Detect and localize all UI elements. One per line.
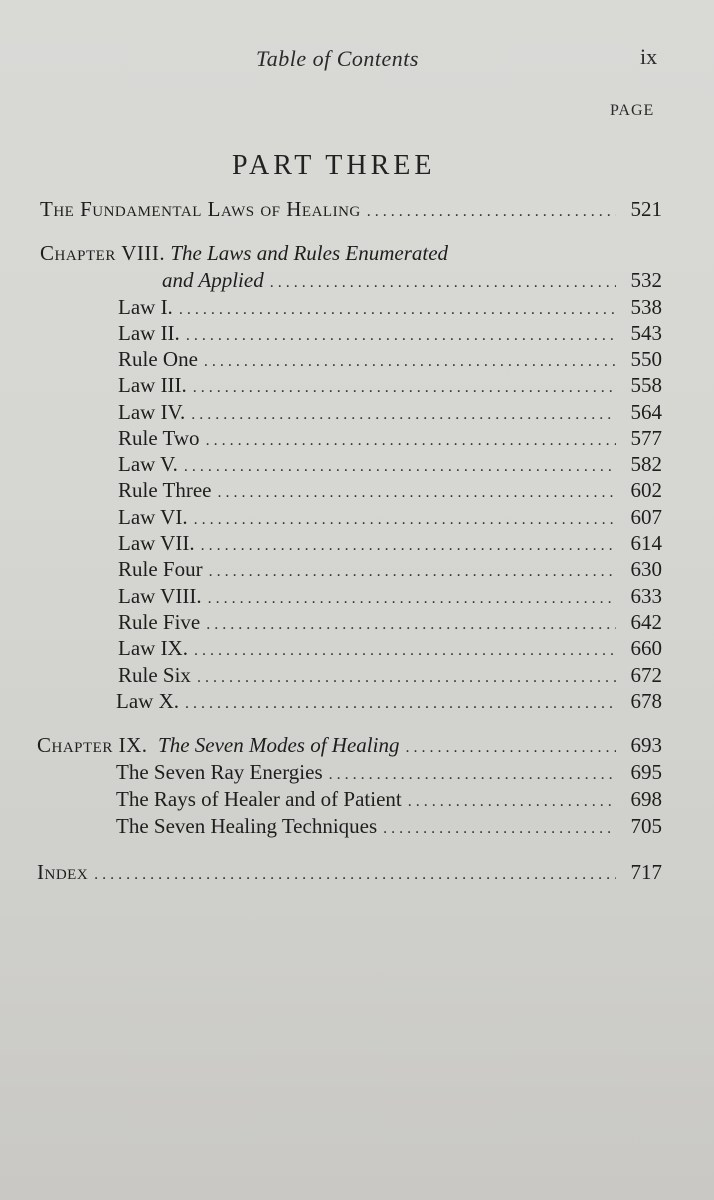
toc-entry-index (37, 860, 662, 885)
toc-page: 602 (630, 478, 662, 502)
dot-leader (184, 458, 616, 476)
chapter-title-cont: and Applied (162, 268, 264, 292)
toc-item (116, 814, 662, 839)
toc-page: 717 (630, 860, 662, 884)
chapter-title: The Seven Modes of Healing (158, 733, 400, 757)
dot-leader (405, 739, 616, 757)
dot-leader (270, 274, 616, 292)
chapter-8-heading (40, 241, 448, 266)
dot-leader (193, 379, 616, 397)
chapter-title: The Laws and Rules Enumerated (170, 241, 449, 265)
dot-leader (206, 616, 616, 634)
toc-label: Rule Four (118, 557, 203, 581)
toc-label (37, 733, 399, 758)
toc-page: 538 (630, 295, 662, 319)
page-number: ix (640, 44, 658, 69)
dot-leader (329, 766, 616, 784)
toc-label: Rule One (118, 347, 198, 371)
toc-label: The Seven Healing Techniques (116, 814, 378, 838)
dot-leader (367, 203, 616, 221)
toc-item (118, 610, 662, 635)
toc-label: Law VII. (118, 531, 195, 555)
toc-page: 633 (630, 584, 662, 608)
toc-label: Law III. (118, 373, 187, 397)
toc-item (118, 321, 662, 346)
toc-label: Law VI. (118, 505, 188, 529)
toc-label: Law II. (118, 321, 180, 345)
dot-leader (191, 406, 616, 424)
toc-page: 698 (630, 787, 662, 811)
toc-label: Rule Three (118, 478, 212, 502)
dot-leader (209, 563, 616, 581)
toc-label: Law I. (118, 295, 173, 319)
toc-item (118, 452, 662, 477)
toc-item (118, 426, 662, 451)
toc-page: 532 (630, 268, 662, 292)
dot-leader (94, 866, 616, 884)
page-column-label: PAGE (610, 102, 655, 119)
dot-leader (204, 353, 616, 371)
dot-leader (194, 642, 616, 660)
toc-item (118, 557, 662, 582)
dot-leader (185, 695, 616, 713)
toc-page: 705 (630, 814, 662, 838)
toc-label: The Rays of Healer and of Patient (116, 787, 402, 811)
dot-leader (206, 432, 616, 450)
toc-item (116, 689, 662, 714)
toc-page: 678 (630, 689, 662, 713)
dot-leader (179, 301, 616, 319)
toc-page: 582 (630, 452, 662, 476)
toc-label: Law X. (116, 689, 179, 713)
dot-leader (197, 669, 616, 687)
toc-page: 695 (630, 760, 662, 784)
toc-item (118, 347, 662, 372)
part-title: PART THREE (232, 150, 436, 181)
toc-page: 614 (630, 531, 662, 555)
toc-item (118, 505, 662, 530)
toc-item (118, 636, 662, 661)
toc-page: 543 (630, 321, 662, 345)
toc-item (118, 373, 662, 398)
chapter-prefix: Chapter IX. (37, 733, 148, 757)
toc-label: Index (37, 860, 89, 884)
chapter-8-heading-cont (162, 268, 662, 293)
toc-label: The Fundamental Laws of Healing (40, 197, 361, 221)
toc-item (118, 295, 662, 320)
toc-item (118, 478, 662, 503)
running-head: Table of Contents (256, 46, 419, 71)
toc-page: 550 (630, 347, 662, 371)
dot-leader (201, 537, 616, 555)
toc-page: 672 (630, 663, 662, 687)
toc-label: Law IV. (118, 400, 186, 424)
toc-item (116, 760, 662, 785)
toc-page: 558 (630, 373, 662, 397)
toc-label: The Seven Ray Energies (116, 760, 323, 784)
chapter-prefix: Chapter VIII. (40, 241, 166, 265)
toc-label: Law V. (118, 452, 178, 476)
toc-page: 642 (630, 610, 662, 634)
toc-page: 577 (630, 426, 662, 450)
chapter-9-heading (37, 733, 662, 758)
toc-page: 693 (630, 733, 662, 757)
toc-page: 660 (630, 636, 662, 660)
dot-leader (218, 484, 617, 502)
toc-label: Law IX. (118, 636, 188, 660)
dot-leader (186, 327, 616, 345)
toc-page: 607 (630, 505, 662, 529)
toc-item (118, 531, 662, 556)
toc-item (118, 400, 662, 425)
toc-page: 630 (630, 557, 662, 581)
toc-entry-fundamental-laws (40, 197, 662, 222)
dot-leader (383, 820, 616, 838)
dot-leader (194, 511, 616, 529)
dot-leader (208, 590, 616, 608)
toc-page: 564 (630, 400, 662, 424)
toc-label: Rule Six (118, 663, 191, 687)
toc-item (116, 787, 662, 812)
dot-leader (408, 793, 616, 811)
toc-item (118, 663, 662, 688)
toc-label: Rule Five (118, 610, 201, 634)
toc-label: Law VIII. (118, 584, 202, 608)
toc-label: Rule Two (118, 426, 200, 450)
toc-page: 521 (630, 197, 662, 221)
toc-item (118, 584, 662, 609)
